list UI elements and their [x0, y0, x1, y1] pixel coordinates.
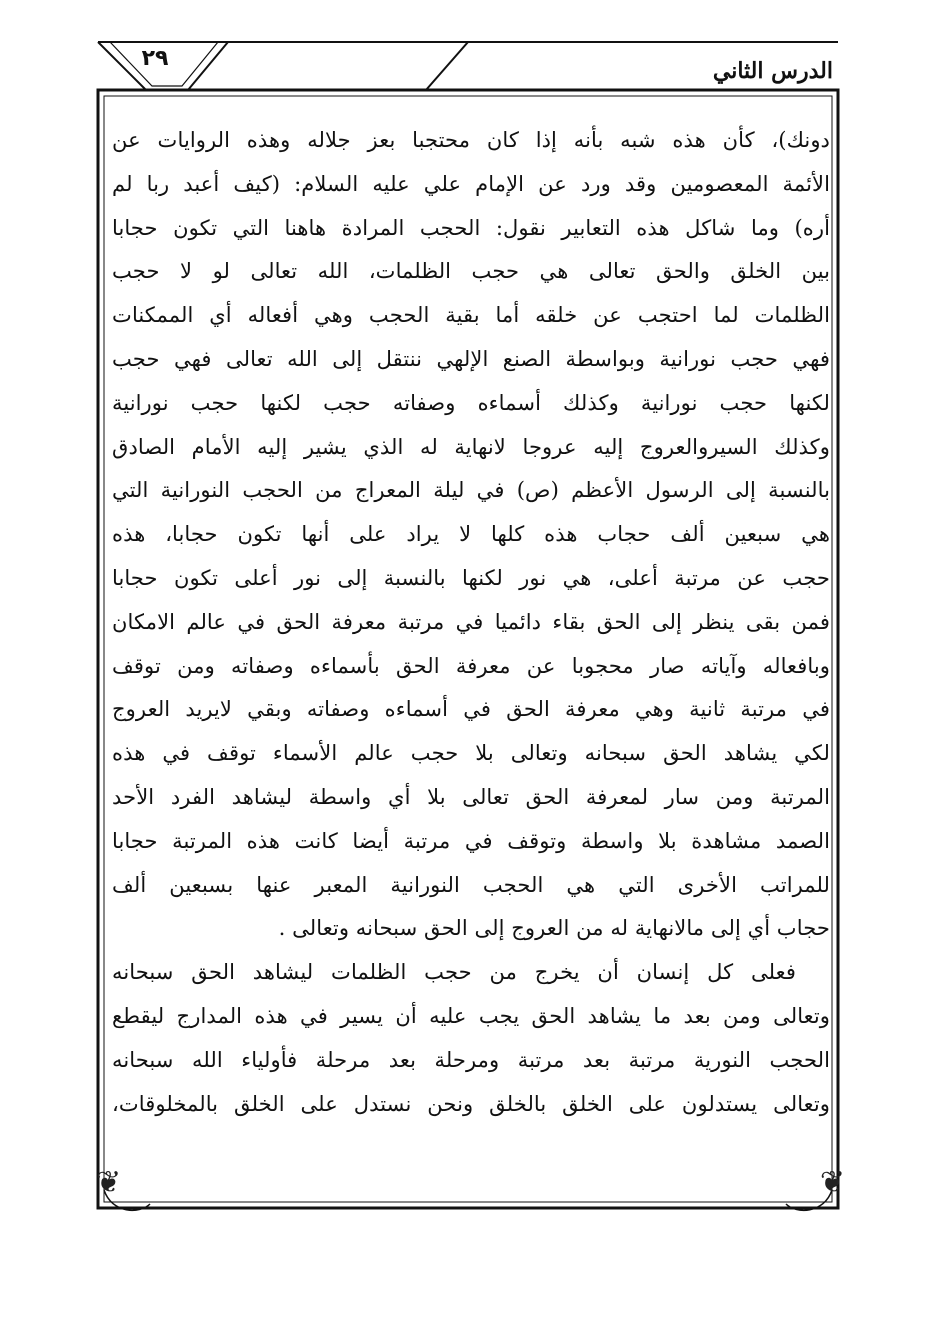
text-line: الظلمات لما احتجب عن خلقه أما بقية الحجب وهي أفعاله أي الممكنات — [112, 302, 830, 328]
paragraph-end-line: حجاب أي إلى مالانهاية له من العروج إلى الحق سبحانه وتعالى . — [278, 915, 830, 941]
text-line: بالنسبة إلى الرسول الأعظم (ص) في ليلة المعراج من الحجب النورانية التي — [112, 477, 830, 503]
text-line: بين الخلق والحق تعالى هي حجب الظلمات، الله تعالى لو لا حجب — [112, 258, 830, 284]
text-line: وكذلك السيروالعروج إليه عروجا لانهاية له الذي يشير إليه الأمام الصادق — [112, 433, 830, 459]
text-line: الحجب النورية مرتبة بعد مرتبة ومرحلة بعد مرحلة فأولياء الله سبحانه — [112, 1046, 830, 1072]
text-line: فهي حجب نورانية وبواسطة الصنع الإلهي ننتقل إلى الله تعالى فهي حجب — [112, 345, 830, 371]
chapter-title: الدرس الثاني — [712, 58, 833, 84]
text-line: لكي يشاهد الحق سبحانه وتعالى بلا حجب عالم الأسماء توقف في هذه — [112, 740, 830, 766]
text-line: المرتبة ومن سار لمعرفة الحق تعالى بلا أي واسطة ليشاهد الفرد الأحد — [112, 783, 830, 809]
text-line: وتعالى ومن بعد ما يشاهد الحق يجب عليه أن يسير في هذه المدارج ليقطع — [112, 1002, 830, 1028]
text-line: هي سبعين ألف حجاب هذه كلها لا يراد على أنها تكون حجابا، هذه — [112, 521, 830, 547]
text-line: لكنها حجب نورانية وكذلك أسماءه وصفاته حجب لكنها حجب نورانية — [112, 389, 830, 415]
text-line: للمراتب الأخرى التي هي الحجب النورانية المعبر عنها بسبعين ألف — [112, 871, 830, 897]
text-line: أره) وما شاكل هذه التعابير نقول: الحجب المرادة هاهنا التي تكون حجابا — [112, 214, 830, 240]
page-text — [112, 118, 830, 1125]
text-line: الأئمة المعصومين وقد ورد عن الإمام علي عليه السلام: (كيف أعبد ربا لم — [112, 170, 830, 196]
text-line: حجب عن مرتبة أعلى، هي نور لكنها بالنسبة إلى نور أعلى تكون حجابا — [112, 564, 830, 590]
text-line: وتعالى يستدلون على الخلق بالخلق ونحن نستدل على الخلق بالمخلوقات، — [112, 1090, 830, 1116]
text-line: في مرتبة ثانية وهي معرفة الحق في أسماءه وصفاته وبقي لايريد العروج — [112, 696, 830, 722]
text-line: فمن بقى ينظر إلى الحق بقاء دائميا في مرتبة معرفة الحق في عالم الامكان — [112, 608, 830, 634]
page-number: ٢٩ — [141, 46, 169, 71]
paragraph-start-line: فعلى كل إنسان أن يخرج من حجب الظلمات ليشاهد الحق سبحانه — [112, 959, 796, 985]
text-line: الصمد مشاهدة بلا واسطة وتوقف في مرتبة أيضا كانت هذه المرتبة حجابا — [112, 827, 830, 853]
corner-ornament-right: ❦ — [819, 1165, 845, 1200]
text-line: وبافعاله وآياته صار محجوبا عن معرفة الحق بأسماءه وصفاته ومن توقف — [112, 652, 830, 678]
title-tab-slant — [426, 42, 468, 90]
text-line: دونك)، كأن هذه شبه بأنه إذا كان محتجبا بعز جلاله وهذه الروايات عن — [112, 127, 830, 152]
corner-ornament-left: ❦ — [96, 1165, 122, 1200]
